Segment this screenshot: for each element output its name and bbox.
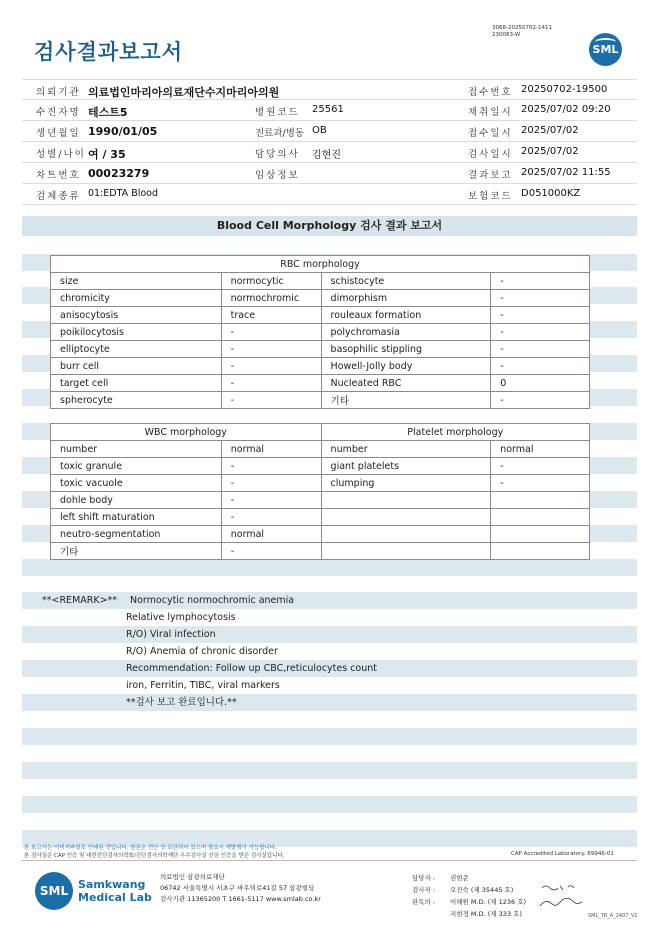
remark-line: R/O) Viral infection [126,629,216,640]
table-row [51,290,590,307]
dob-label: 생년월일 [36,128,81,139]
company-name-line-1: Samkwang [78,878,146,891]
row-band [22,796,637,813]
table-row [51,441,590,458]
info-row [22,121,637,142]
remark-line: **검사 보고 완료입니다.** [126,697,237,708]
rbc-item: dimorphism [321,290,491,307]
rbc-header: RBC morphology [51,256,590,273]
signer-label: 판독의 : [412,898,436,906]
insurance-value: D051000KZ [521,188,581,199]
table-row [51,392,590,409]
platelet-item: giant platelets [321,458,491,475]
platelet-item [321,509,491,526]
platelet-result [491,492,590,509]
table-row [51,475,590,492]
document-codes [492,25,552,39]
wbc-result: - [221,543,321,560]
rbc-result: - [221,392,321,409]
platelet-item [321,543,491,560]
patient-info [22,79,637,205]
table-row [51,509,590,526]
specimen-value: 01:EDTA Blood [88,188,159,199]
rbc-result: - [491,392,590,409]
wbc-result: normal [221,441,321,458]
test-date-label: 검사일시 [468,149,513,160]
platelet-header: Platelet morphology [321,424,589,441]
doctor-label: 담당의사 [255,149,300,160]
contact-line: 검사기관 11365200 T 1661-5117 www.smlab.co.kr [160,895,321,903]
hospital-code-label: 병원코드 [255,107,300,118]
chart-no-value: 00023279 [88,167,150,180]
wbc-item: toxic granule [51,458,222,475]
signers [412,872,526,920]
report-title: Blood Cell Morphology 검사 결과 보고서 [22,216,637,236]
rbc-item: Nucleated RBC [321,375,491,392]
cap-accreditation: CAP Accredited Laboratory. 69946-01 [511,851,614,857]
platelet-item: clumping [321,475,491,492]
rbc-item: target cell [51,375,222,392]
rbc-item: anisocytosis [51,307,222,324]
receipt-date-label: 접수일시 [468,128,513,139]
table-row [51,543,590,560]
rbc-item: polychromasia [321,324,491,341]
row-band [22,694,637,711]
signer-value: 권현준 [450,874,469,882]
table-row [51,375,590,392]
table-row [51,358,590,375]
row-band [22,728,637,745]
requester-label: 의뢰기관 [36,87,81,98]
table-row [51,526,590,543]
remark-line: Normocytic normochromic anemia [130,595,295,606]
rbc-result: - [491,341,590,358]
wbc-result: - [221,509,321,526]
wbc-platelet-morphology-table [50,423,590,560]
wbc-item: 기타 [51,543,222,560]
form-version: SML_TR_A_2407_V1 [588,913,638,919]
table-row [51,324,590,341]
wbc-header: WBC morphology [51,424,322,441]
specimen-label: 검체종류 [36,191,81,202]
wbc-item: neutro-segmentation [51,526,222,543]
platelet-item: number [321,441,491,458]
patient-name-value: 테스트5 [88,106,128,119]
rbc-result: trace [221,307,321,324]
info-row [22,184,637,205]
company-name [78,878,152,904]
rbc-item: burr cell [51,358,222,375]
platelet-result [491,526,590,543]
sampling-date-value: 2025/07/02 09:20 [521,104,611,115]
rbc-result: - [221,375,321,392]
rbc-result: - [491,358,590,375]
accreditation-notice: 본 검사실은 CAP 인증 및 대한진단검사의학회/진단검사의학재단 우수검사실 신임 인증을 받은 검사실입니다. [24,853,285,859]
remark-heading: **<REMARK>** [42,595,118,606]
wbc-result: normal [221,526,321,543]
receipt-no-value: 20250702-19500 [521,84,608,95]
report-date-value: 2025/07/02 11:55 [521,167,611,178]
receipt-date-value: 2025/07/02 [521,125,579,136]
info-row [22,142,637,163]
rbc-item: rouleaux formation [321,307,491,324]
rbc-result: - [491,273,590,290]
wbc-item: toxic vacuole [51,475,222,492]
rbc-result: normocytic [221,273,321,290]
rbc-morphology-table [50,255,590,409]
footer-logo-text: SML [39,884,69,898]
signer-label: 담당자 : [412,874,436,882]
signer-value: 이해원 M.D. (제 1236 호) [450,898,527,906]
sex-age-value: 여 / 35 [88,148,126,161]
sampling-date-label: 채취일시 [468,107,513,118]
rbc-item: poikilocytosis [51,324,222,341]
rbc-result: - [221,341,321,358]
wbc-item: number [51,441,222,458]
sml-logo [589,33,622,66]
sml-logo-icon [35,872,73,910]
company-name-line-2: Medical Lab [78,891,152,904]
page-title: 검사결과보고서 [34,40,184,64]
rbc-result: - [491,324,590,341]
table-row [51,492,590,509]
info-row [22,163,637,184]
rbc-item: chromicity [51,290,222,307]
platelet-result [491,543,590,560]
rbc-item: schistocyte [321,273,491,290]
doc-code-1: 3068-20250702-1411 [492,25,552,31]
table-row [51,341,590,358]
dept-value: OB [312,125,327,136]
row-band [22,559,637,576]
dept-label: 진료과/병동 [255,128,305,139]
company-address [160,872,321,905]
org-name: 의료법인 삼광의료재단 [160,873,225,881]
rbc-result: - [491,290,590,307]
address-line: 06742 서울특별시 서초구 바우뫼로41길 57 삼광빌딩 [160,884,315,892]
wbc-item: dohle body [51,492,222,509]
rbc-result: - [491,307,590,324]
signer-value: 지현정 M.D. (제 333 호) [450,910,522,918]
print-notice: 본 보고서는 이미지파일로 인쇄된 것입니다. 원본은 전산 상 보관되어 있으며 필요시 재발행이 가능합니다. [24,845,277,851]
rbc-item: Howell-Jolly body [321,358,491,375]
info-row [22,79,637,100]
remark-line: Relative lymphocytosis [126,612,236,623]
wbc-result: - [221,458,321,475]
table-row [51,273,590,290]
dob-value: 1990/01/05 [88,125,158,138]
remark-line: R/O) Anemia of chronic disorder [126,646,278,657]
rbc-result: - [221,324,321,341]
wbc-item: left shift maturation [51,509,222,526]
report-date-label: 결과보고 [468,170,513,181]
signer-label: 검사자 : [412,886,436,894]
table-row [51,307,590,324]
row-band [22,762,637,779]
platelet-item [321,492,491,509]
receipt-no-label: 접수번호 [468,87,513,98]
info-row [22,100,637,121]
hospital-code-value: 25561 [312,104,344,115]
rbc-item: spherocyte [51,392,222,409]
rbc-item: 기타 [321,392,491,409]
wbc-result: - [221,492,321,509]
remark-line: Recommendation: Follow up CBC,reticulocytes count [126,663,378,674]
remark-line: iron, Ferritin, TIBC, viral markers [126,680,280,691]
sml-logo-text: SML [592,43,619,56]
platelet-result: normal [491,441,590,458]
patient-name-label: 수진자명 [36,107,81,118]
platelet-item [321,526,491,543]
signature-image [538,880,588,914]
test-date-value: 2025/07/02 [521,146,579,157]
sex-age-label: 성별/나이 [36,149,86,160]
table-row [51,458,590,475]
doc-code-2: 230083-W [492,32,521,38]
requester-value: 의료법인마리아의료재단수지마리아의원 [88,86,280,99]
rbc-item: basophilic stippling [321,341,491,358]
platelet-result [491,509,590,526]
footer-divider [22,860,637,861]
signer-value: 오진숙 (제 35445 호) [450,886,514,894]
rbc-result: 0 [491,375,590,392]
rbc-result: normochromic [221,290,321,307]
clinical-label: 임상정보 [255,170,300,181]
chart-no-label: 차트번호 [36,170,81,181]
wbc-result: - [221,475,321,492]
row-band [22,626,637,643]
platelet-result: - [491,458,590,475]
insurance-label: 보험코드 [468,191,513,202]
doctor-value: 김현진 [312,150,341,161]
rbc-item: elliptocyte [51,341,222,358]
platelet-result: - [491,475,590,492]
rbc-item: size [51,273,222,290]
rbc-result: - [221,358,321,375]
